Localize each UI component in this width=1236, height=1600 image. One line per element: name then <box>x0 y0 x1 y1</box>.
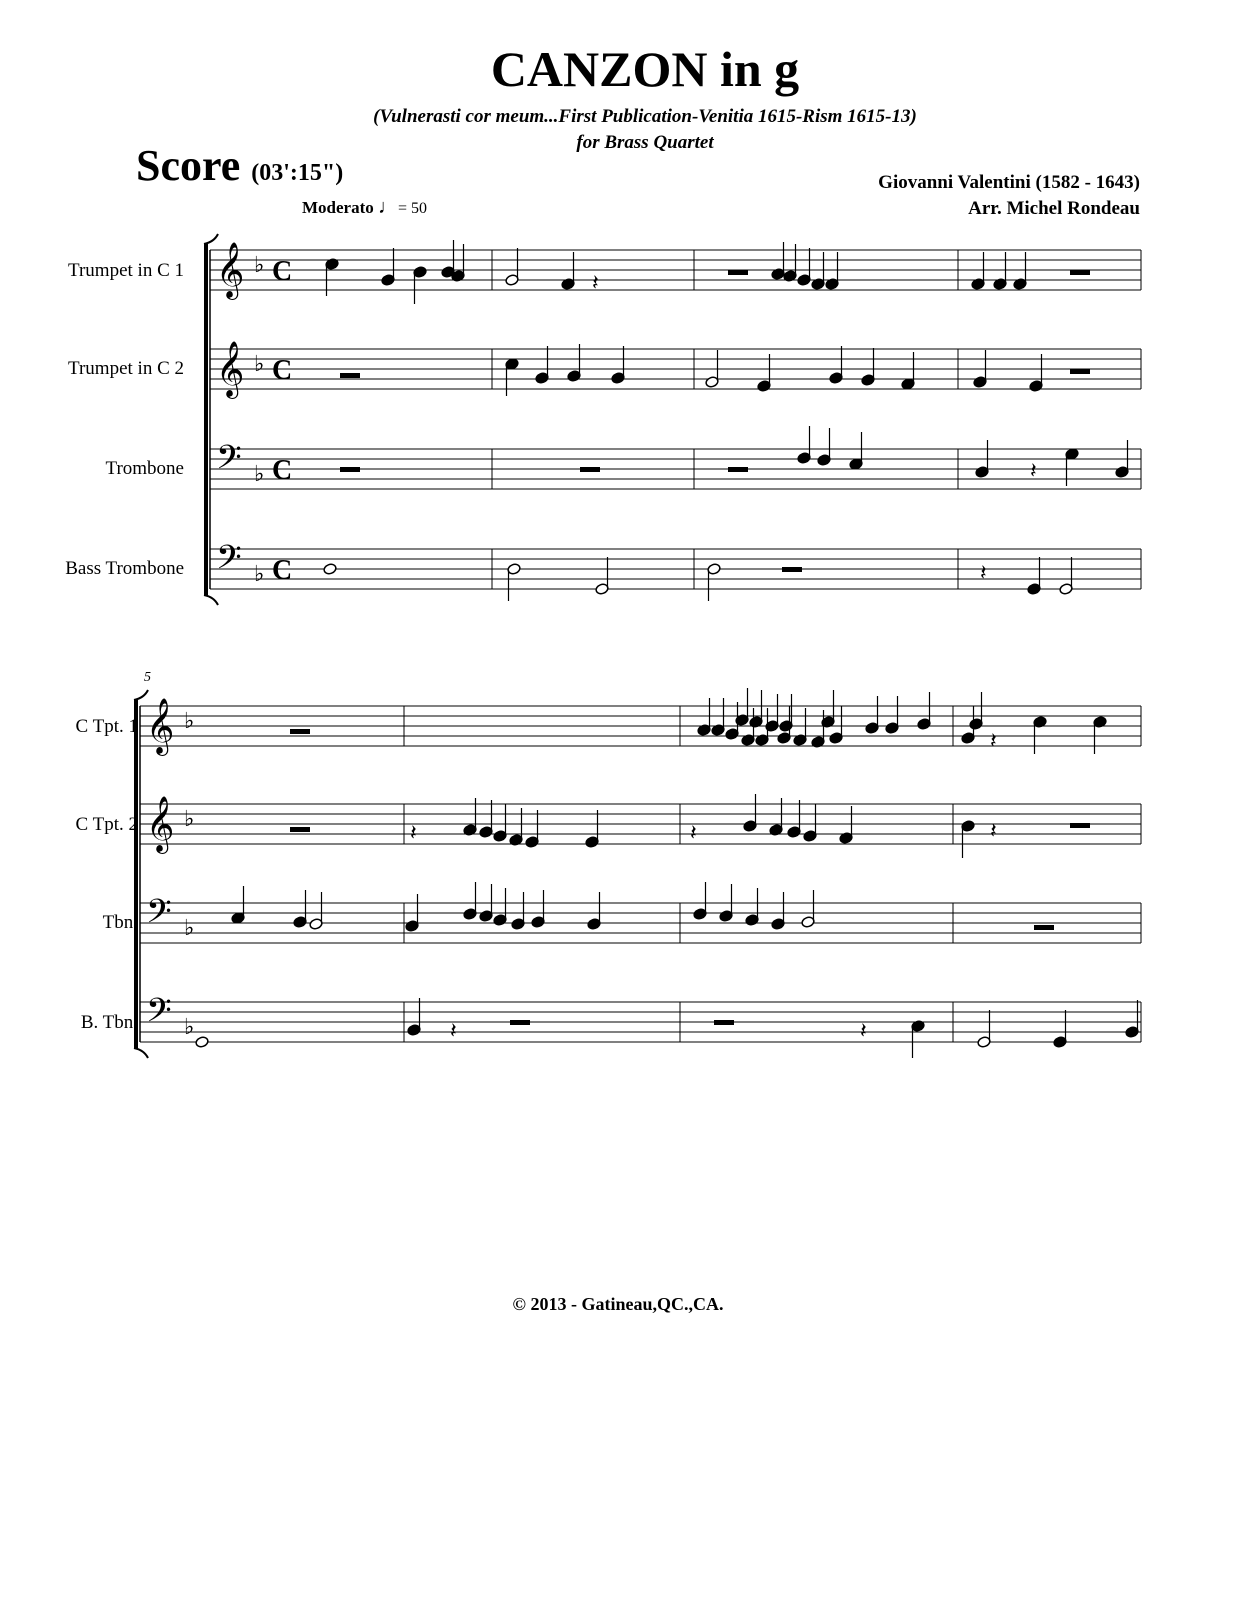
quarter-rest-icon: 𝄽 <box>990 729 997 754</box>
instrument-label: Tbn. <box>102 912 138 933</box>
notes <box>146 240 1139 1058</box>
bass-clef-icon: 𝄢 <box>146 893 172 939</box>
quarter-rest-icon: 𝄽 <box>450 1019 457 1044</box>
half-rest <box>782 567 802 572</box>
tempo-text: Moderato <box>302 198 374 217</box>
whole-rest <box>340 373 360 378</box>
common-time-icon: C <box>272 555 293 586</box>
whole-rest <box>1034 925 1054 930</box>
quarter-rest-icon: 𝄽 <box>410 821 417 846</box>
score-subtitle: (Vulnerasti cor meum...First Publication-Venitia 1615-Rism 1615-13) <box>373 106 917 127</box>
note <box>323 563 337 576</box>
treble-clef-icon: 𝄞 <box>146 796 175 852</box>
common-time-icon: C <box>272 256 293 287</box>
instrument-label: C Tpt. 1 <box>75 716 138 737</box>
treble-clef-icon: 𝄞 <box>146 698 175 754</box>
quarter-rest-icon: 𝄽 <box>592 271 599 296</box>
flat-icon: ♭ <box>184 709 195 734</box>
bracket-bottom <box>204 595 218 605</box>
half-rest <box>510 1020 530 1025</box>
instrument-label: Bass Trombone <box>65 558 184 579</box>
half-rest <box>1070 369 1090 374</box>
composer: Giovanni Valentini (1582 - 1643) <box>878 172 1140 193</box>
score-title: CANZON in g <box>490 41 800 97</box>
flat-icon: ♭ <box>254 253 265 278</box>
score-word: Score <box>136 141 241 190</box>
flat-icon: ♭ <box>254 562 265 587</box>
flat-icon: ♭ <box>184 916 195 941</box>
half-rest <box>728 270 748 275</box>
quarter-rest-icon: 𝄽 <box>980 561 987 586</box>
flat-icon: ♭ <box>254 352 265 377</box>
common-time-icon: C <box>272 355 293 386</box>
bracket-bottom <box>134 1048 148 1058</box>
instrument-label: Trumpet in C 2 <box>68 358 184 379</box>
quarter-rest-icon: 𝄽 <box>1030 459 1037 484</box>
instrument-label: Trombone <box>105 458 184 479</box>
tempo-mm: = 50 <box>398 200 428 217</box>
flat-icon: ♭ <box>184 807 195 832</box>
common-time-icon: C <box>272 455 293 486</box>
treble-clef-icon: 𝄞 <box>216 341 245 397</box>
quarter-rest-icon: 𝄽 <box>860 1019 867 1044</box>
instrument-label: Trumpet in C 1 <box>68 260 184 281</box>
copyright: © 2013 - Gatineau,QC.,CA. <box>512 1294 724 1314</box>
instrument-label: C Tpt. 2 <box>75 814 138 835</box>
score-instrumentation: for Brass Quartet <box>576 132 714 153</box>
half-rest <box>714 1020 734 1025</box>
half-rest <box>728 467 748 472</box>
whole-rest <box>290 827 310 832</box>
flat-icon: ♭ <box>184 1015 195 1040</box>
bass-clef-icon: 𝄢 <box>216 539 242 585</box>
half-rest <box>1070 823 1090 828</box>
note <box>195 1036 209 1049</box>
half-rest <box>1070 270 1090 275</box>
whole-rest <box>580 467 600 472</box>
quarter-note-icon: ♩ <box>378 196 399 218</box>
treble-clef-icon: 𝄞 <box>216 242 245 298</box>
score-duration: (03':15") <box>251 160 344 186</box>
bass-clef-icon: 𝄢 <box>216 439 242 485</box>
whole-rest <box>290 729 310 734</box>
quarter-rest-icon: 𝄽 <box>690 821 697 846</box>
arranger: Arr. Michel Rondeau <box>968 198 1140 219</box>
instrument-label: B. Tbn. <box>80 1012 138 1033</box>
bass-clef-icon: 𝄢 <box>146 992 172 1038</box>
quarter-rest-icon: 𝄽 <box>990 819 997 844</box>
whole-rest <box>340 467 360 472</box>
measure-number: 5 <box>144 670 151 685</box>
flat-icon: ♭ <box>254 462 265 487</box>
